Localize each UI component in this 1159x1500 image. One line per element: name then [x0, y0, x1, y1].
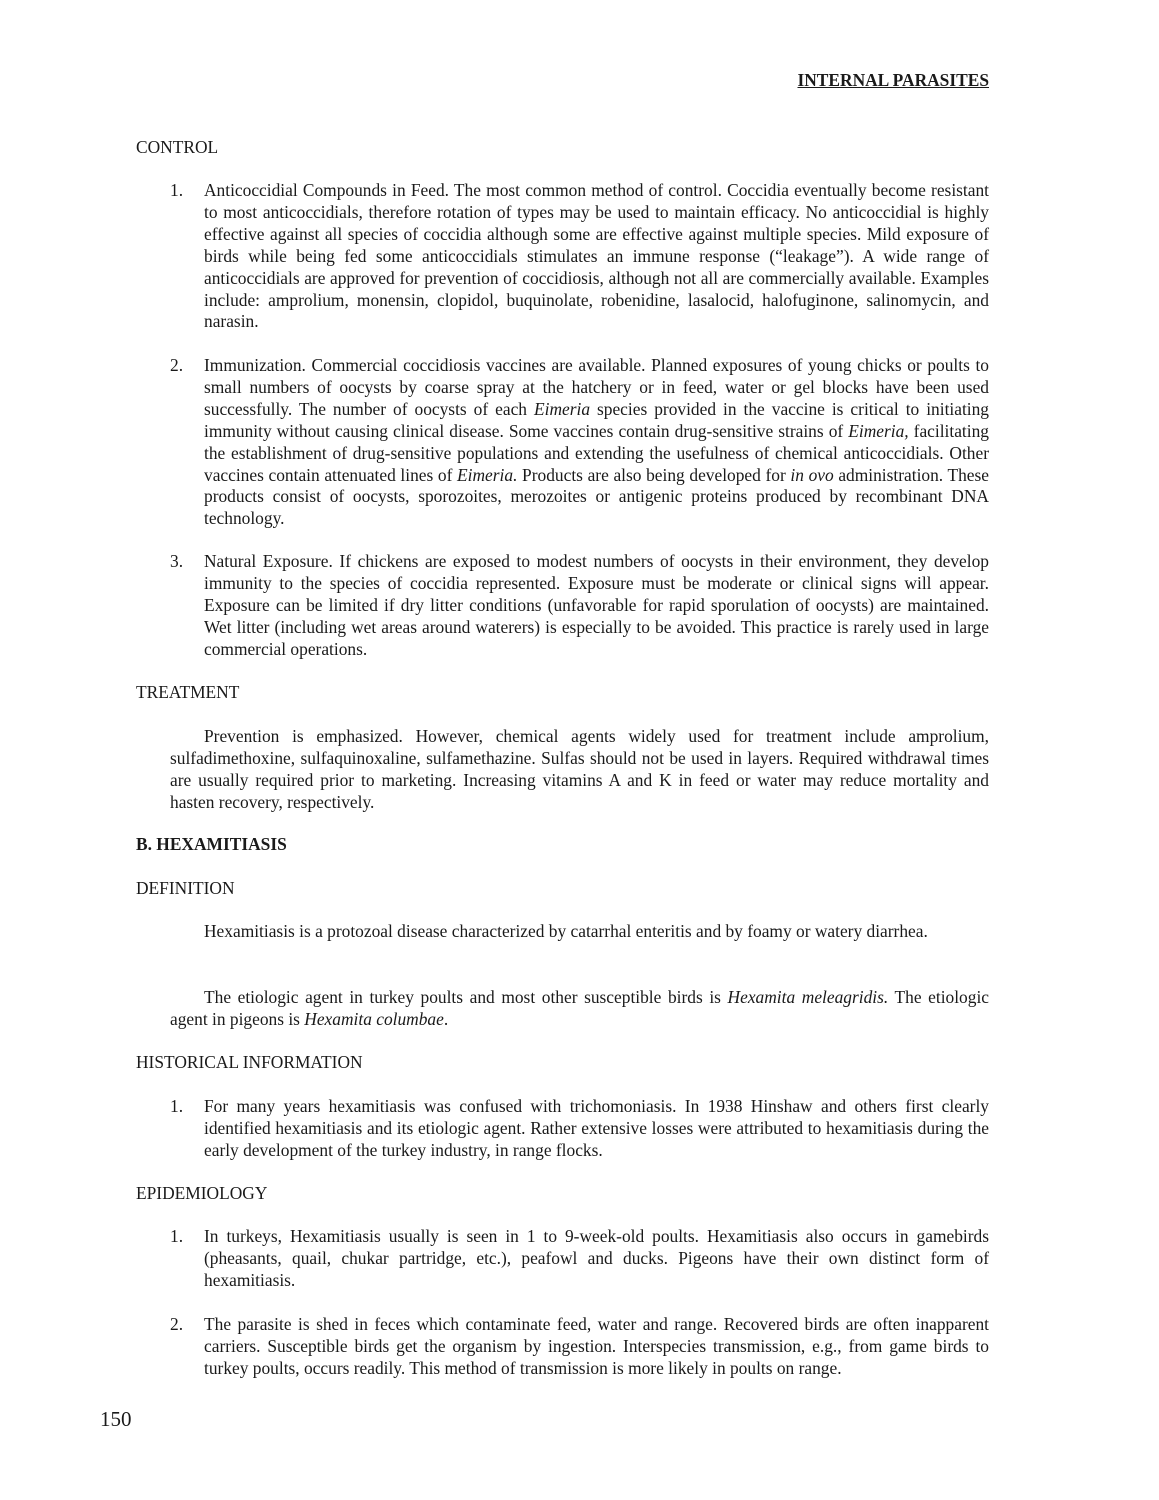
text-run: administration. These products consist of oocysts, sporozoites, merozoites or antigenic proteins produced by recombinant DNA technology. [204, 464, 989, 529]
historical-item-1 [170, 1096, 989, 1162]
italic-run: Hexamita columbae [304, 1008, 444, 1029]
italic-run: Hexamita meleagridis. [727, 987, 889, 1007]
epidemiology-heading: EPIDEMIOLOGY [136, 1183, 268, 1203]
hexamitiasis-heading: B. HEXAMITIASIS [136, 834, 287, 854]
text-run: The etiologic agent in turkey poults and most other susceptible birds is [204, 987, 728, 1007]
italic-run: Eimeria. [457, 464, 518, 485]
item-number: 2. [170, 1314, 184, 1334]
italic-run: Eimeria, [848, 420, 909, 441]
running-head: INTERNAL PARASITES [797, 70, 989, 90]
italic-run: Eimeria [533, 398, 591, 419]
text-run: Products are also being developed for [517, 464, 791, 485]
control-heading: CONTROL [136, 137, 219, 157]
text-run: . [443, 1008, 449, 1029]
item-text: In turkeys, Hexamitiasis usually is seen in 1 to 9-week-old poults. Hexamitiasis also occurs in gamebirds (pheasants, quail, chukar partridge, etc.), peafowl and ducks. Pigeons have their own distinct form of hexamitiasis. [204, 1226, 989, 1290]
definition-paragraph-1: Hexamitiasis is a protozoal disease characterized by catarrhal enteritis and by foamy or watery diarrhea. [204, 921, 928, 941]
text-run: The etiologic agent in pigeons is [170, 987, 989, 1029]
item-text: Anticoccidial Compounds in Feed. The most common method of control. Coccidia eventually become resistant to most anticoccidials, therefore rotation of types may be used to maintain efficacy. No anticoccidial is highly effective against all species of coccidia although some are effective against multiple species. Mild exposure of birds while being fed some anticoccidials stimulates an immune response (“leakage”). A wide range of anticoccidials are approved for prevention of coccidiosis, although not all are commercially available. Examples include: amprolium, monensin, clopidol, buquinolate, robenidine, lasalocid, halofuginone, salinomycin, and narasin. [204, 180, 989, 332]
definition-heading: DEFINITION [136, 878, 235, 898]
page-number: 150 [100, 1407, 132, 1431]
control-item-1 [170, 180, 989, 333]
item-number: 2. [170, 355, 184, 375]
epidemiology-item-1 [170, 1226, 989, 1292]
treatment-heading: TREATMENT [136, 682, 240, 702]
item-text: For many years hexamitiasis was confused with trichomoniasis. In 1938 Hinshaw and others first clearly identified hexamitiasis and its etiologic agent. Rather extensive losses were attributed to hexamitiasis during the early development of the turkey industry, in range flocks. [204, 1096, 989, 1160]
text-run: facilitating the establishment of drug-sensitive populations and extending the usefulness of chemical anticoccidials. Other vaccines contain attenuated lines of [204, 420, 989, 485]
control-item-3 [170, 551, 989, 661]
item-text [204, 355, 989, 530]
item-text: Natural Exposure. If chickens are exposed to modest numbers of oocysts in their environment, they develop immunity to the species of coccidia represented. Exposure must be moderate or clinical signs will appear. Exposure can be limited if dry litter conditions (unfavorable for rapid sporulation of oocysts) are maintained. Wet litter (including wet areas around waterers) is especially to be avoided. This practice is rarely used in large commercial operations. [204, 551, 989, 659]
treatment-paragraph: Prevention is emphasized. However, chemical agents widely used for treatment include amprolium, sulfadimethoxine, sulfaquinoxaline, sulfamethazine. Sulfas should not be used in layers. Required withdrawal times are usually required prior to marketing. Increasing vitamins A and K in feed or water may reduce mortality and hasten recovery, respectively. [170, 726, 989, 812]
definition-paragraph-2 [170, 987, 989, 1031]
italic-run: in ovo [790, 464, 834, 485]
item-number: 1. [170, 1226, 184, 1246]
control-item-2 [170, 355, 989, 530]
item-number: 1. [170, 180, 184, 200]
historical-heading: HISTORICAL INFORMATION [136, 1052, 363, 1072]
text-run: species provided in the vaccine is critical to initiating immunity without causing clinical disease. Some vaccines contain drug-sensitive strains of [204, 398, 990, 441]
item-number: 3. [170, 551, 184, 571]
text-run: Immunization. Commercial coccidiosis vaccines are available. Planned exposures of young chicks or poults to small numbers of oocysts by coarse spray at the hatchery or in feed, water or gel blocks have been used successfully. The number of oocysts of each [204, 355, 989, 419]
item-text: The parasite is shed in feces which contaminate feed, water and range. Recovered birds are often inapparent carriers. Susceptible birds get the organism by ingestion. Interspecies transmission, e.g., from game birds to turkey poults, occurs readily. This method of transmission is more likely in poults on range. [204, 1314, 989, 1378]
item-number: 1. [170, 1096, 184, 1116]
epidemiology-item-2 [170, 1314, 989, 1380]
